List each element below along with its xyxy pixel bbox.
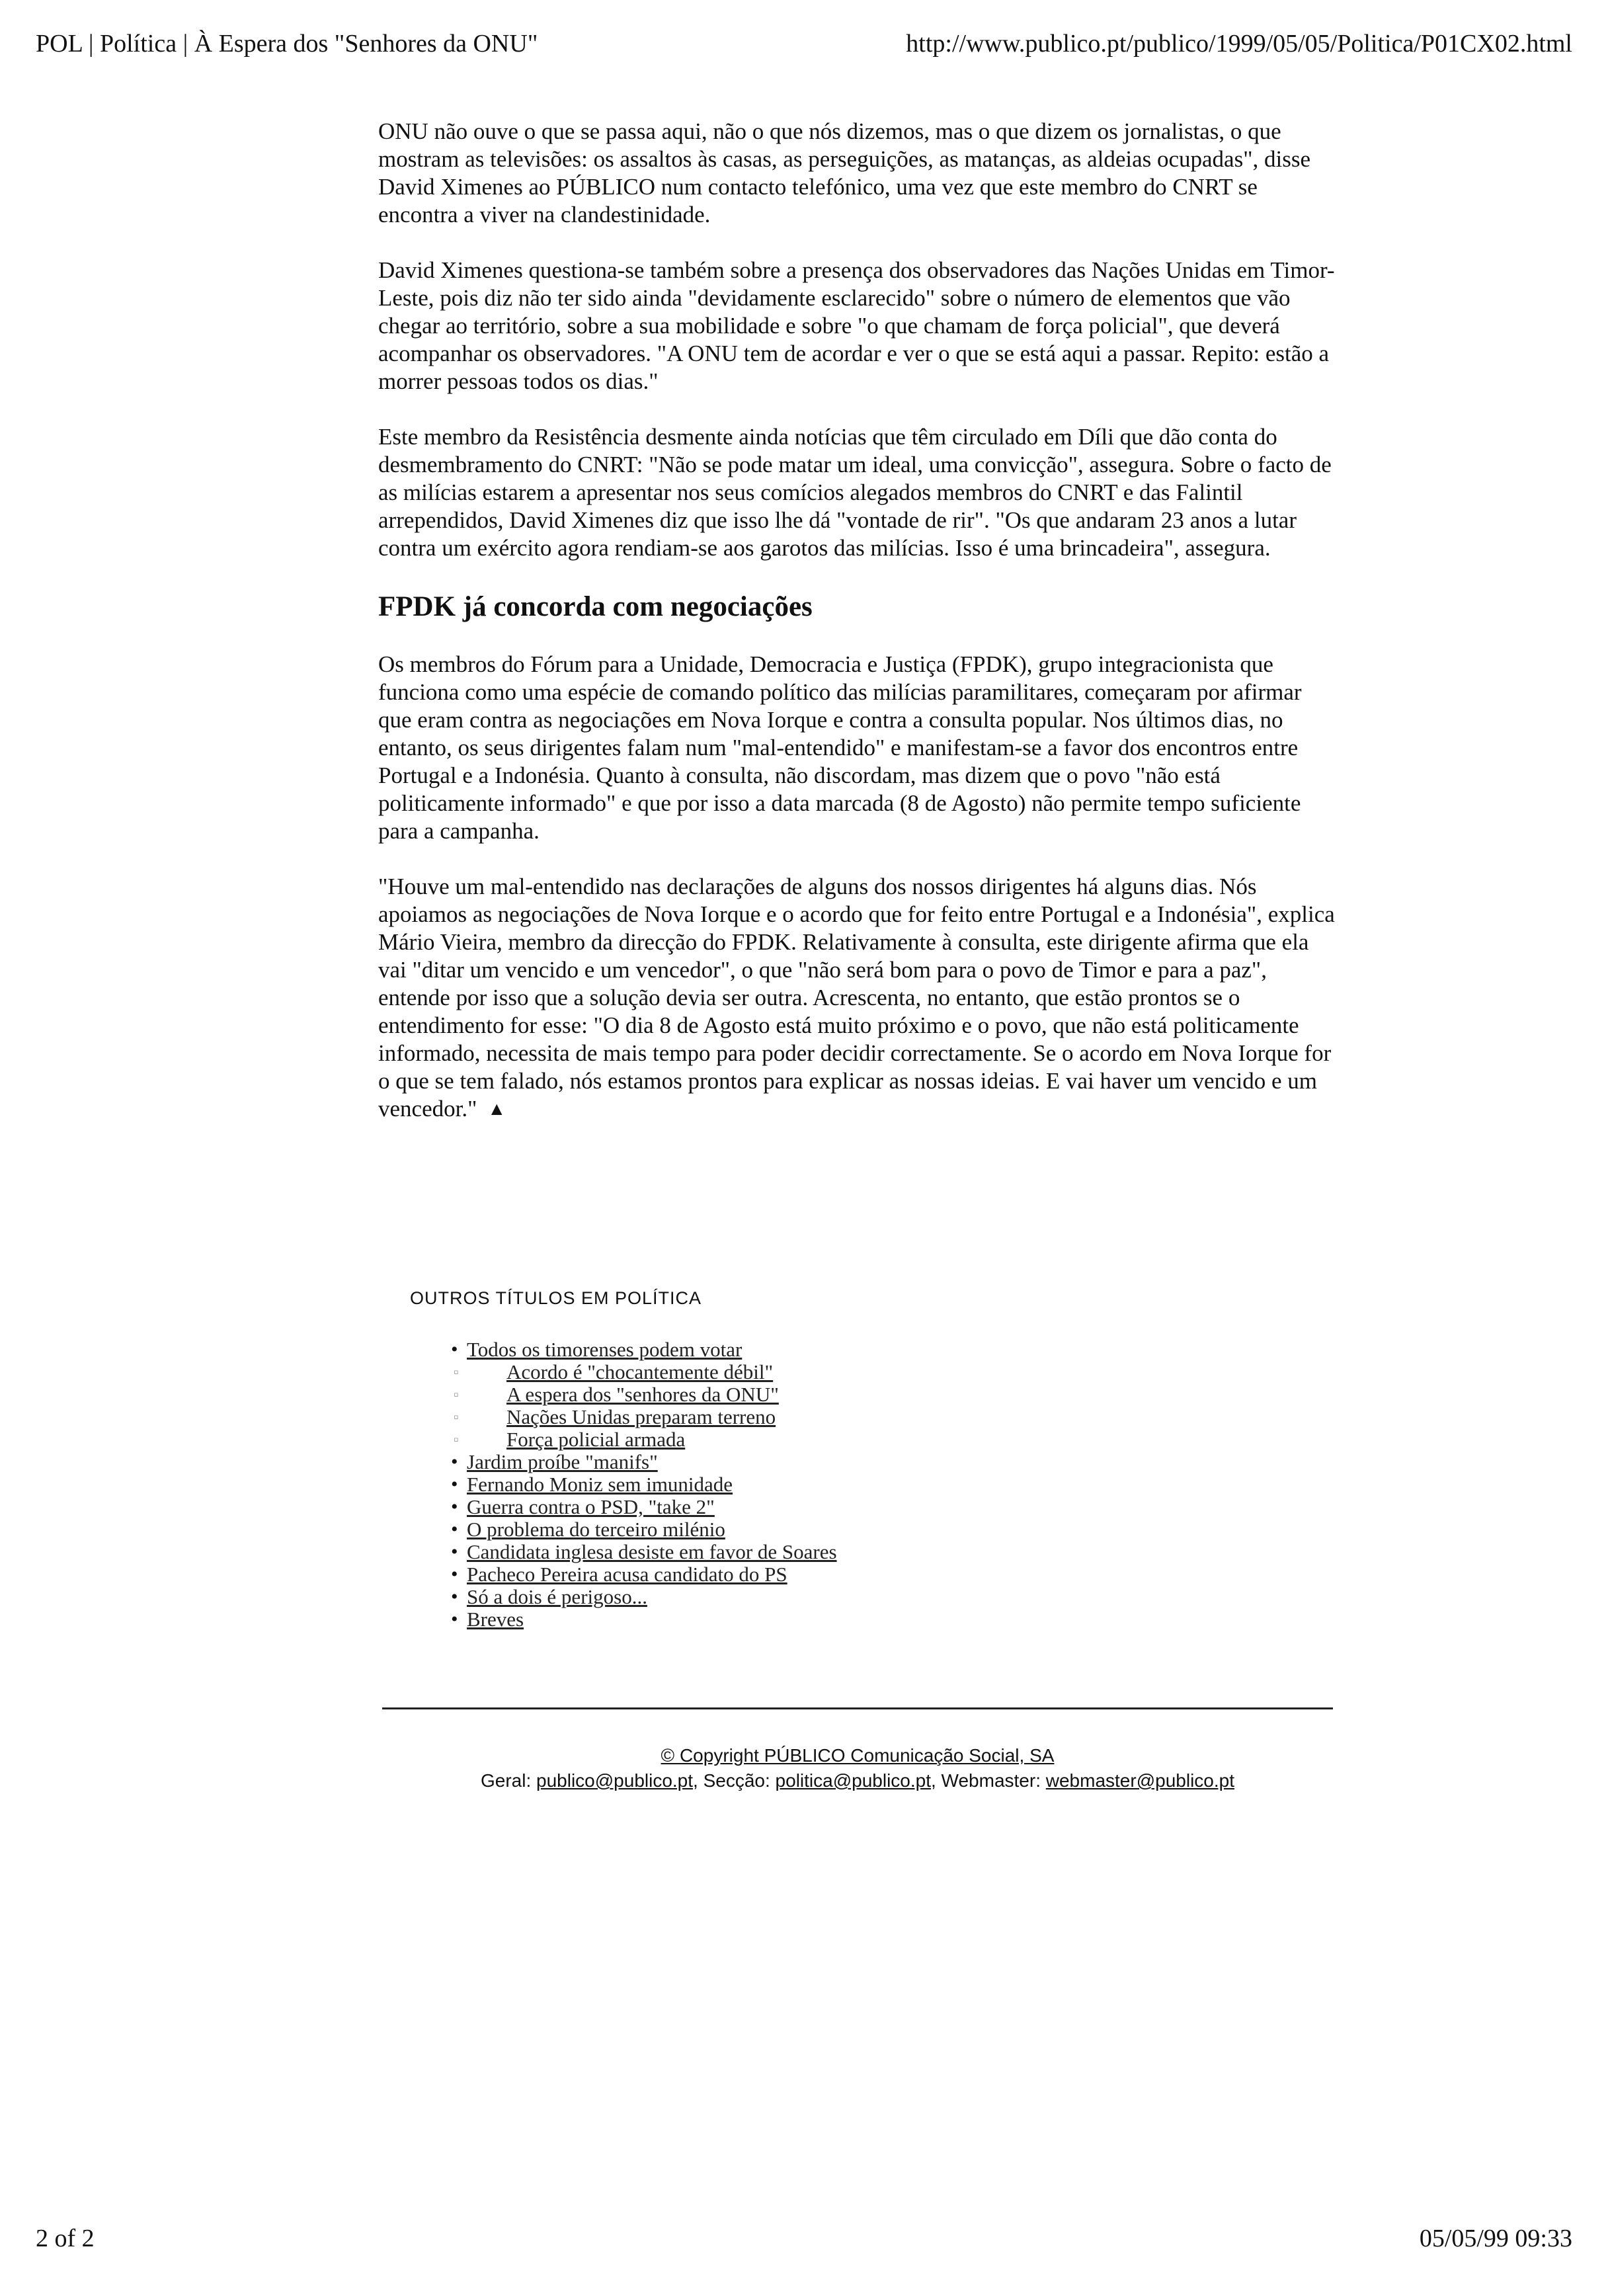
- other-titles-heading: OUTROS TÍTULOS EM POLÍTICA: [410, 1288, 702, 1308]
- webmaster-label: , Webmaster:: [931, 1770, 1041, 1791]
- webmaster-email-link[interactable]: webmaster@publico.pt: [1045, 1770, 1234, 1791]
- other-title-link[interactable]: O problema do terceiro milénio: [467, 1518, 725, 1541]
- print-footer: [36, 2222, 1572, 2255]
- back-to-top-triangle-icon[interactable]: ▲: [487, 1099, 506, 1120]
- other-title-item: [410, 1518, 1336, 1541]
- other-title-link[interactable]: Guerra contra o PSD, "take 2": [467, 1495, 715, 1518]
- article-paragraph: Este membro da Resistência desmente ainda notícias que têm circulado em Díli que dão conta do desmembramento do CNRT: "Não se pode matar um ideal, uma convicção", assegura. Sobre o facto de as milícias estarem a apresentar nos seus comícios alegados membros do CNRT e das Falintil arrependidos, David Ximenes diz que isso lhe dá "vontade de rir". "Os que andaram 23 anos a lutar contra um exército agora rendiam-se aos garotos das milícias. Isso é uma brincadeira", assegura.: [378, 424, 1332, 561]
- other-title-link[interactable]: Nações Unidas preparam terreno: [506, 1405, 776, 1428]
- bullet-icon: •: [451, 1608, 458, 1630]
- footer-divider: [382, 1707, 1333, 1709]
- other-titles-section: [410, 1287, 1336, 1631]
- other-title-subitem: [410, 1428, 1336, 1451]
- print-page-number: 2 of 2: [36, 2225, 95, 2252]
- article-subheading: FPDK já concorda com negociações: [378, 591, 813, 622]
- other-title-link[interactable]: Pacheco Pereira acusa candidato do PS: [467, 1563, 787, 1586]
- print-header: [36, 24, 1572, 63]
- other-title-link[interactable]: Só a dois é perigoso...: [467, 1585, 647, 1608]
- bullet-icon: •: [451, 1563, 458, 1585]
- site-footer: [378, 1743, 1337, 1793]
- geral-label: Geral:: [480, 1770, 532, 1791]
- article-body: [378, 118, 1337, 1151]
- other-title-link[interactable]: Breves: [467, 1608, 524, 1631]
- sub-bullet-icon: ▫: [454, 1386, 459, 1403]
- sub-bullet-icon: ▫: [454, 1431, 459, 1448]
- article-paragraph: ONU não ouve o que se passa aqui, não o que nós dizemos, mas o que dizem os jornalistas, o que mostram as televisões: os assaltos às casas, as perseguições, as matanças, as aldeias ocupadas", disse David Ximenes ao PÚBLICO num contacto telefónico, uma vez que este membro do CNRT se encontra a viver na clandestinidade.: [378, 118, 1310, 227]
- sub-bullet-icon: ▫: [454, 1364, 459, 1380]
- other-title-item: [410, 1338, 1336, 1361]
- article-paragraph: Os membros do Fórum para a Unidade, Democracia e Justiça (FPDK), grupo integracionista que funciona como uma espécie de comando político das milícias paramilitares, começaram por afirmar que eram contra as negociações em Nova Iorque e contra a consulta popular. Nos últimos dias, no entanto, os seus dirigentes falam num "mal-entendido" e manifestam-se a favor dos encontros entre Portugal e a Indonésia. Quanto à consulta, não discordam, mas dizem que o povo "não está politicamente informado" e que por isso a data marcada (8 de Agosto) não permite tempo suficiente para a campanha.: [378, 651, 1302, 844]
- bullet-icon: •: [451, 1338, 458, 1360]
- copyright-line: [378, 1743, 1337, 1768]
- print-page-title: POL | Política | À Espera dos "Senhores da ONU": [36, 30, 538, 58]
- article-paragraph-last: [378, 873, 1337, 1124]
- other-title-link[interactable]: Jardim proíbe "manifs": [467, 1450, 658, 1473]
- other-title-subitem: [410, 1406, 1336, 1428]
- other-title-subitem: [410, 1361, 1336, 1383]
- bullet-icon: •: [451, 1541, 458, 1563]
- article-paragraph-text: "Houve um mal-entendido nas declarações de alguns dos nossos dirigentes há alguns dias. Nós apoiamos as negociações de Nova Iorque e o acordo que for feito entre Portugal e a Indonésia", explica Mário Vieira, membro da direcção do FPDK. Relativamente à consulta, este dirigente afirma que ela vai "ditar um vencido e um vencedor", o que "não será bom para o povo de Timor e para a paz", entende por isso que a solução devia ser outra. Acrescenta, no entanto, que estão prontos se o entendimento for esse: "O dia 8 de Agosto está muito próximo e o povo, que não está politicamente informado, necessita de mais tempo para poder decidir correctamente. Se o acordo em Nova Iorque for o que se tem falado, nós estamos prontos para explicar as nossas ideias. E vai haver um vencido e um vencedor.": [378, 874, 1335, 1122]
- sub-bullet-icon: ▫: [454, 1409, 459, 1425]
- other-title-link[interactable]: A espera dos "senhores da ONU": [506, 1383, 779, 1406]
- other-title-link[interactable]: Acordo é "chocantemente débil": [506, 1360, 774, 1383]
- copyright-link[interactable]: © Copyright PÚBLICO Comunicação Social, SA: [661, 1745, 1055, 1766]
- geral-email-link[interactable]: publico@publico.pt: [536, 1770, 694, 1791]
- bullet-icon: •: [451, 1518, 458, 1540]
- bullet-icon: •: [451, 1451, 458, 1473]
- bullet-icon: •: [451, 1473, 458, 1495]
- other-title-item: [410, 1473, 1336, 1496]
- other-title-link[interactable]: Força policial armada: [506, 1428, 686, 1451]
- seccao-label: , Secção:: [693, 1770, 770, 1791]
- print-page-url: http://www.publico.pt/publico/1999/05/05/Politica/P01CX02.html: [906, 30, 1572, 58]
- seccao-email-link[interactable]: politica@publico.pt: [775, 1770, 931, 1791]
- other-title-subitem: [410, 1383, 1336, 1406]
- other-title-item: [410, 1563, 1336, 1586]
- other-title-item: [410, 1451, 1336, 1473]
- bullet-icon: •: [451, 1586, 458, 1608]
- article-paragraph: David Ximenes questiona-se também sobre a presença dos observadores das Nações Unidas em Timor-Leste, pois diz não ter sido ainda "devidamente esclarecido" sobre o número de elementos que vão chegar ao território, sobre a sua mobilidade e sobre "o que chamam de força policial", que deverá acompanhar os observadores. "A ONU tem de acordar e ver o que se está aqui a passar. Repito: estão a morrer pessoas todos os dias.": [378, 257, 1335, 394]
- print-datetime: 05/05/99 09:33: [1419, 2225, 1572, 2252]
- other-title-item: [410, 1608, 1336, 1631]
- other-titles-list: [410, 1338, 1336, 1631]
- other-title-item: [410, 1586, 1336, 1608]
- other-title-link[interactable]: Candidata inglesa desiste em favor de Soares: [467, 1540, 837, 1563]
- contact-line: [378, 1768, 1337, 1793]
- other-title-link[interactable]: Todos os timorenses podem votar: [467, 1338, 743, 1361]
- other-title-item: [410, 1496, 1336, 1518]
- other-title-item: [410, 1541, 1336, 1563]
- bullet-icon: •: [451, 1496, 458, 1518]
- other-title-link[interactable]: Fernando Moniz sem imunidade: [467, 1473, 733, 1496]
